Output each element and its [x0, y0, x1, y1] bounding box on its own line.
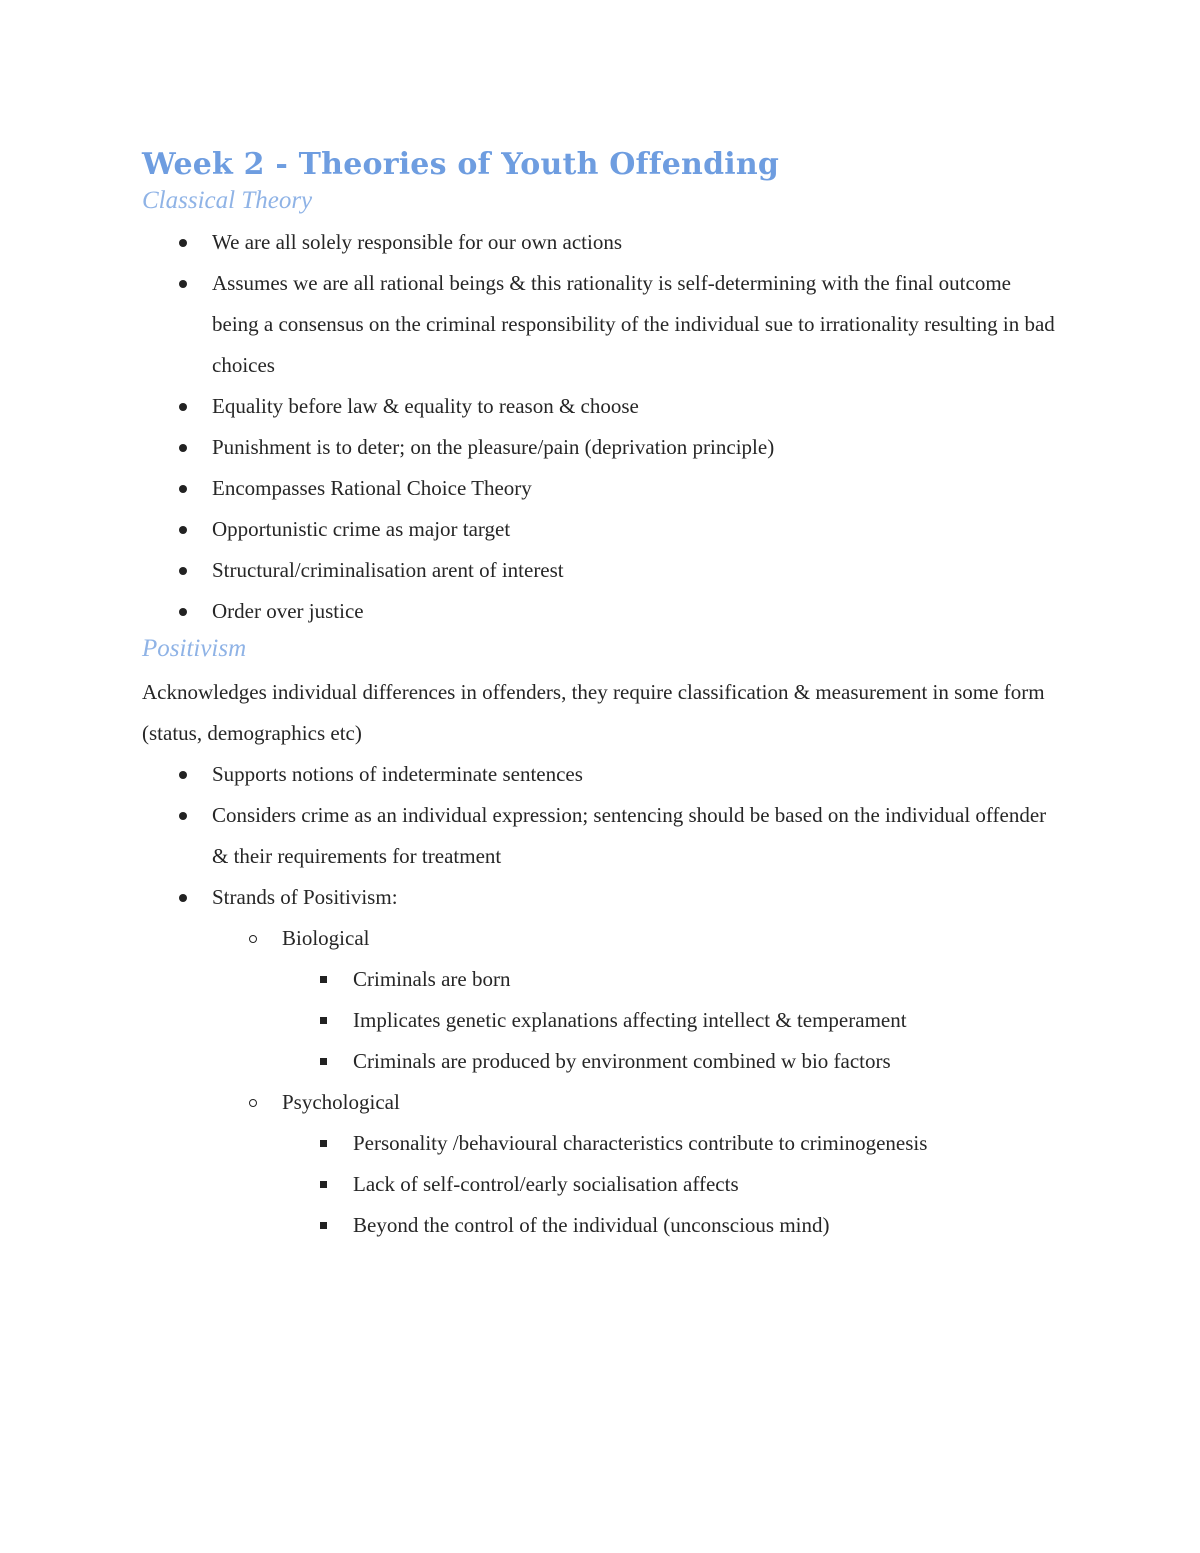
document-content	[142, 146, 1062, 1246]
bullet-disc-icon	[179, 608, 187, 616]
list-item: Structural/criminalisation arent of interest	[142, 550, 1062, 591]
list-item: Supports notions of indeterminate sentences	[142, 754, 1062, 795]
bullet-disc-icon	[179, 771, 187, 779]
list-item: We are all solely responsible for our own actions	[142, 222, 1062, 263]
bullet-disc-icon	[179, 239, 187, 247]
bullet-circle-icon	[249, 1099, 257, 1107]
bullet-disc-icon	[179, 812, 187, 820]
bullet-circle-icon	[249, 935, 257, 943]
bullet-disc-icon	[179, 403, 187, 411]
list-item: Criminals are produced by environment combined w bio factors	[142, 1041, 1062, 1082]
bullet-square-icon	[320, 1181, 327, 1188]
bullet-square-icon	[320, 1140, 327, 1147]
section-heading-classical-theory: Classical Theory	[142, 187, 313, 214]
bullet-disc-icon	[179, 280, 187, 288]
bullet-square-icon	[320, 1058, 327, 1065]
positivism-intro: Acknowledges individual differences in offenders, they require classification & measurement in some form (status, demographics etc)	[142, 680, 1045, 745]
list-item: Personality /behavioural characteristics contribute to criminogenesis	[142, 1123, 1062, 1164]
strand-psychological: Psychological Personality /behavioural characteristics contribute to criminogenesis Lack of self-control/early socialisation affects Beyond the control of the individual (unconscious mind)	[142, 1082, 1062, 1246]
bullet-square-icon	[320, 976, 327, 983]
list-item: Order over justice	[142, 591, 1062, 632]
strands-list	[142, 918, 1062, 1246]
page-title: Week 2 - Theories of Youth Offending	[142, 147, 780, 182]
classical-theory-list	[142, 222, 1062, 632]
list-item: Implicates genetic explanations affecting intellect & temperament	[142, 1000, 1062, 1041]
biological-list	[142, 959, 1062, 1082]
bullet-disc-icon	[179, 444, 187, 452]
list-item: Assumes we are all rational beings & this rationality is self-determining with the final outcome being a consensus on the criminal responsibility of the individual sue to irrationality resulting in bad choices	[142, 263, 1062, 386]
bullet-square-icon	[320, 1017, 327, 1024]
list-item: Criminals are born	[142, 959, 1062, 1000]
list-item: Equality before law & equality to reason & choose	[142, 386, 1062, 427]
list-item: Opportunistic crime as major target	[142, 509, 1062, 550]
positivism-list	[142, 754, 1062, 1246]
list-item: Punishment is to deter; on the pleasure/pain (deprivation principle)	[142, 427, 1062, 468]
bullet-disc-icon	[179, 485, 187, 493]
bullet-square-icon	[320, 1222, 327, 1229]
list-item: Encompasses Rational Choice Theory	[142, 468, 1062, 509]
strand-biological: Biological Criminals are born Implicates genetic explanations affecting intellect & temperament Criminals are produced by environment combined w bio factors	[142, 918, 1062, 1082]
list-item: Beyond the control of the individual (unconscious mind)	[142, 1205, 1062, 1246]
bullet-disc-icon	[179, 567, 187, 575]
psychological-list	[142, 1123, 1062, 1246]
section-heading-positivism: Positivism	[142, 635, 247, 662]
list-item: Lack of self-control/early socialisation affects	[142, 1164, 1062, 1205]
bullet-disc-icon	[179, 526, 187, 534]
list-item: Considers crime as an individual expression; sentencing should be based on the individual offender & their requirements for treatment	[142, 795, 1062, 877]
bullet-disc-icon	[179, 894, 187, 902]
list-item-strands: Strands of Positivism: Biological Criminals are born Implicates genetic explanations affecting intellect & temperament Criminals are produced by environment combined w bio factors Psychological Personality /behavioural characteristics contribute to criminogenesis Lack of self-control/early socialisation affects Beyond the control of the individual (unconscious mind)	[142, 877, 1062, 1246]
